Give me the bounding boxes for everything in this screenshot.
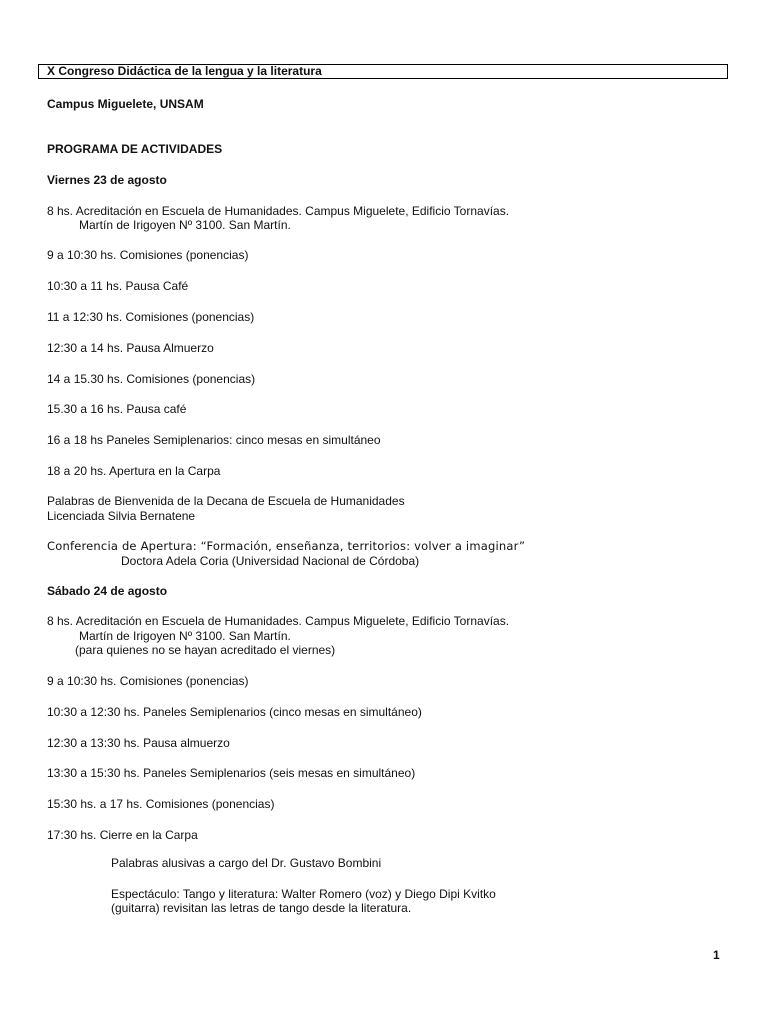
day1-accreditation-line1: 8 hs. Acreditación en Escuela de Humanidades. Campus Miguelete, Edificio Tornavías. [47,204,510,218]
conference-line1: Conferencia de Apertura: “Formación, enseñanza, territorios: volver a imaginar” [47,539,526,553]
day1-item: 14 a 15.30 hs. Comisiones (ponencias) [47,372,256,386]
day2-item: 10:30 a 12:30 hs. Paneles Semiplenarios (cinco mesas en simultáneo) [47,705,422,719]
day1-item: 16 a 18 hs Paneles Semiplenarios: cinco mesas en simultáneo [47,433,381,447]
day2-item: 12:30 a 13:30 hs. Pausa almuerzo [47,736,230,750]
program-heading: PROGRAMA DE ACTIVIDADES [47,142,223,156]
conference-line2: Doctora Adela Coria (Universidad Nacional de Córdoba) [121,554,420,568]
day2-accreditation-line3: (para quienes no se hayan acreditado el viernes) [75,643,336,657]
day1-accreditation-line2: Martín de Irigoyen Nº 3100. San Martín. [79,218,291,232]
day2-item: 15:30 hs. a 17 hs. Comisiones (ponencias) [47,797,275,811]
day1-item: 15.30 a 16 hs. Pausa café [47,402,187,416]
day2-heading: Sábado 24 de agosto [47,584,168,598]
day2-item: 13:30 a 15:30 hs. Paneles Semiplenarios (seis mesas en simultáneo) [47,766,416,780]
campus-name: Campus Miguelete, UNSAM [47,97,204,111]
show-line2: (guitarra) revisitan las letras de tango desde la literatura. [111,901,412,915]
welcome-line1: Palabras de Bienvenida de la Decana de Escuela de Humanidades [47,494,405,508]
show-line1: Espectáculo: Tango y literatura: Walter Romero (voz) y Diego Dipi Kvitko [111,887,496,901]
day2-accreditation-line1: 8 hs. Acreditación en Escuela de Humanidades. Campus Miguelete, Edificio Tornavías. [47,614,510,628]
closing-words: Palabras alusivas a cargo del Dr. Gustavo Bombini [111,856,382,870]
title-box [38,64,728,79]
page-number: 1 [713,948,720,962]
day1-item: 10:30 a 11 hs. Pausa Café [47,279,189,293]
day2-item: 9 a 10:30 hs. Comisiones (ponencias) [47,674,249,688]
day1-item: 11 a 12:30 hs. Comisiones (ponencias) [47,310,255,324]
day1-heading: Viernes 23 de agosto [47,173,167,187]
day1-item: 12:30 a 14 hs. Pausa Almuerzo [47,341,214,355]
welcome-line2: Licenciada Silvia Bernatene [47,509,196,523]
day2-item: 17:30 hs. Cierre en la Carpa [47,828,198,842]
congress-title: X Congreso Didáctica de la lengua y la literatura [47,64,322,78]
day1-item: 18 a 20 hs. Apertura en la Carpa [47,464,221,478]
day2-accreditation-line2: Martín de Irigoyen Nº 3100. San Martín. [79,629,291,643]
day1-item: 9 a 10:30 hs. Comisiones (ponencias) [47,248,249,262]
